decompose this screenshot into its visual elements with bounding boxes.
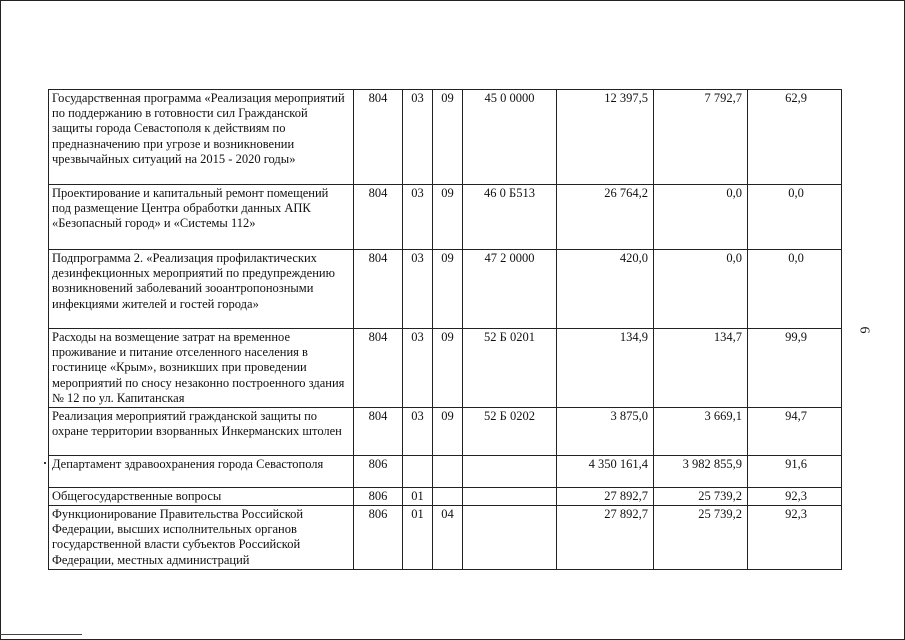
margin-mark [44,462,46,464]
subsection-code: 09 [433,329,463,408]
row-name: Общегосударственные вопросы [49,488,354,506]
section-code: 03 [403,329,433,408]
page-number: 6 [856,326,872,334]
section-code: 03 [403,185,433,250]
subsection-code: 09 [433,90,463,185]
target-article-code: 45 0 0000 [463,90,557,185]
fact-amount: 7 792,7 [654,90,748,185]
table-row [49,488,842,506]
target-article-code [463,506,557,570]
fact-amount: 25 739,2 [654,488,748,506]
row-name: Реализация мероприятий гражданской защиты по охране территории взорванных Инкерманских штолен [49,408,354,456]
execution-percent: 94,7 [748,408,842,456]
target-article-code [463,456,557,488]
table-row [49,506,842,570]
section-code [403,456,433,488]
ved-code: 806 [354,488,403,506]
ved-code: 804 [354,90,403,185]
ved-code: 806 [354,456,403,488]
ved-code: 804 [354,185,403,250]
ved-code: 804 [354,329,403,408]
plan-amount: 26 764,2 [557,185,654,250]
subsection-code: 09 [433,185,463,250]
plan-amount: 420,0 [557,250,654,329]
table-row [49,185,842,250]
row-name: Департамент здравоохранения города Севастополя [49,456,354,488]
plan-amount: 134,9 [557,329,654,408]
target-article-code [463,488,557,506]
execution-percent: 91,6 [748,456,842,488]
table-row [49,329,842,408]
section-code: 01 [403,506,433,570]
execution-percent: 62,9 [748,90,842,185]
subsection-code: 09 [433,250,463,329]
bottom-rule [0,634,82,635]
table-row [49,456,842,488]
plan-amount: 3 875,0 [557,408,654,456]
table-row [49,90,842,185]
plan-amount: 27 892,7 [557,506,654,570]
subsection-code [433,488,463,506]
execution-percent: 99,9 [748,329,842,408]
plan-amount: 27 892,7 [557,488,654,506]
fact-amount: 25 739,2 [654,506,748,570]
execution-percent: 92,3 [748,488,842,506]
row-name: Расходы на возмещение затрат на временное проживание и питание отселенного населения в гостинице «Крым», возникших при проведении мероприятий по сносу незаконно построенного здания № 12 по ул. Капитанская [49,329,354,408]
ved-code: 804 [354,408,403,456]
section-code: 03 [403,90,433,185]
plan-amount: 4 350 161,4 [557,456,654,488]
ved-code: 806 [354,506,403,570]
section-code: 03 [403,250,433,329]
fact-amount: 0,0 [654,185,748,250]
execution-percent: 0,0 [748,250,842,329]
execution-percent: 92,3 [748,506,842,570]
target-article-code: 52 Б 0202 [463,408,557,456]
row-name: Проектирование и капитальный ремонт помещений под размещение Центра обработки данных АПК «Безопасный город» и «Системы 112» [49,185,354,250]
ved-code: 804 [354,250,403,329]
row-name: Подпрограмма 2. «Реализация профилактических дезинфекционных мероприятий по предупреждению возникновений заболеваний зооантропонозными инфекциями жителей и гостей города» [49,250,354,329]
execution-percent: 0,0 [748,185,842,250]
target-article-code: 47 2 0000 [463,250,557,329]
subsection-code: 04 [433,506,463,570]
fact-amount: 3 982 855,9 [654,456,748,488]
section-code: 01 [403,488,433,506]
table-row [49,250,842,329]
fact-amount: 134,7 [654,329,748,408]
target-article-code: 52 Б 0201 [463,329,557,408]
row-name: Государственная программа «Реализация мероприятий по поддержанию в готовности сил Гражданской защиты города Севастополя к действиям по предназначению при угрозе и возникновении чрезвычайных ситуаций на 2015 - 2020 годы» [49,90,354,185]
plan-amount: 12 397,5 [557,90,654,185]
fact-amount: 3 669,1 [654,408,748,456]
table-row [49,408,842,456]
subsection-code [433,456,463,488]
subsection-code: 09 [433,408,463,456]
budget-table [48,89,842,570]
target-article-code: 46 0 Б513 [463,185,557,250]
section-code: 03 [403,408,433,456]
fact-amount: 0,0 [654,250,748,329]
row-name: Функционирование Правительства Российской Федерации, высших исполнительных органов государственной власти субъектов Российской Федерации, местных администраций [49,506,354,570]
